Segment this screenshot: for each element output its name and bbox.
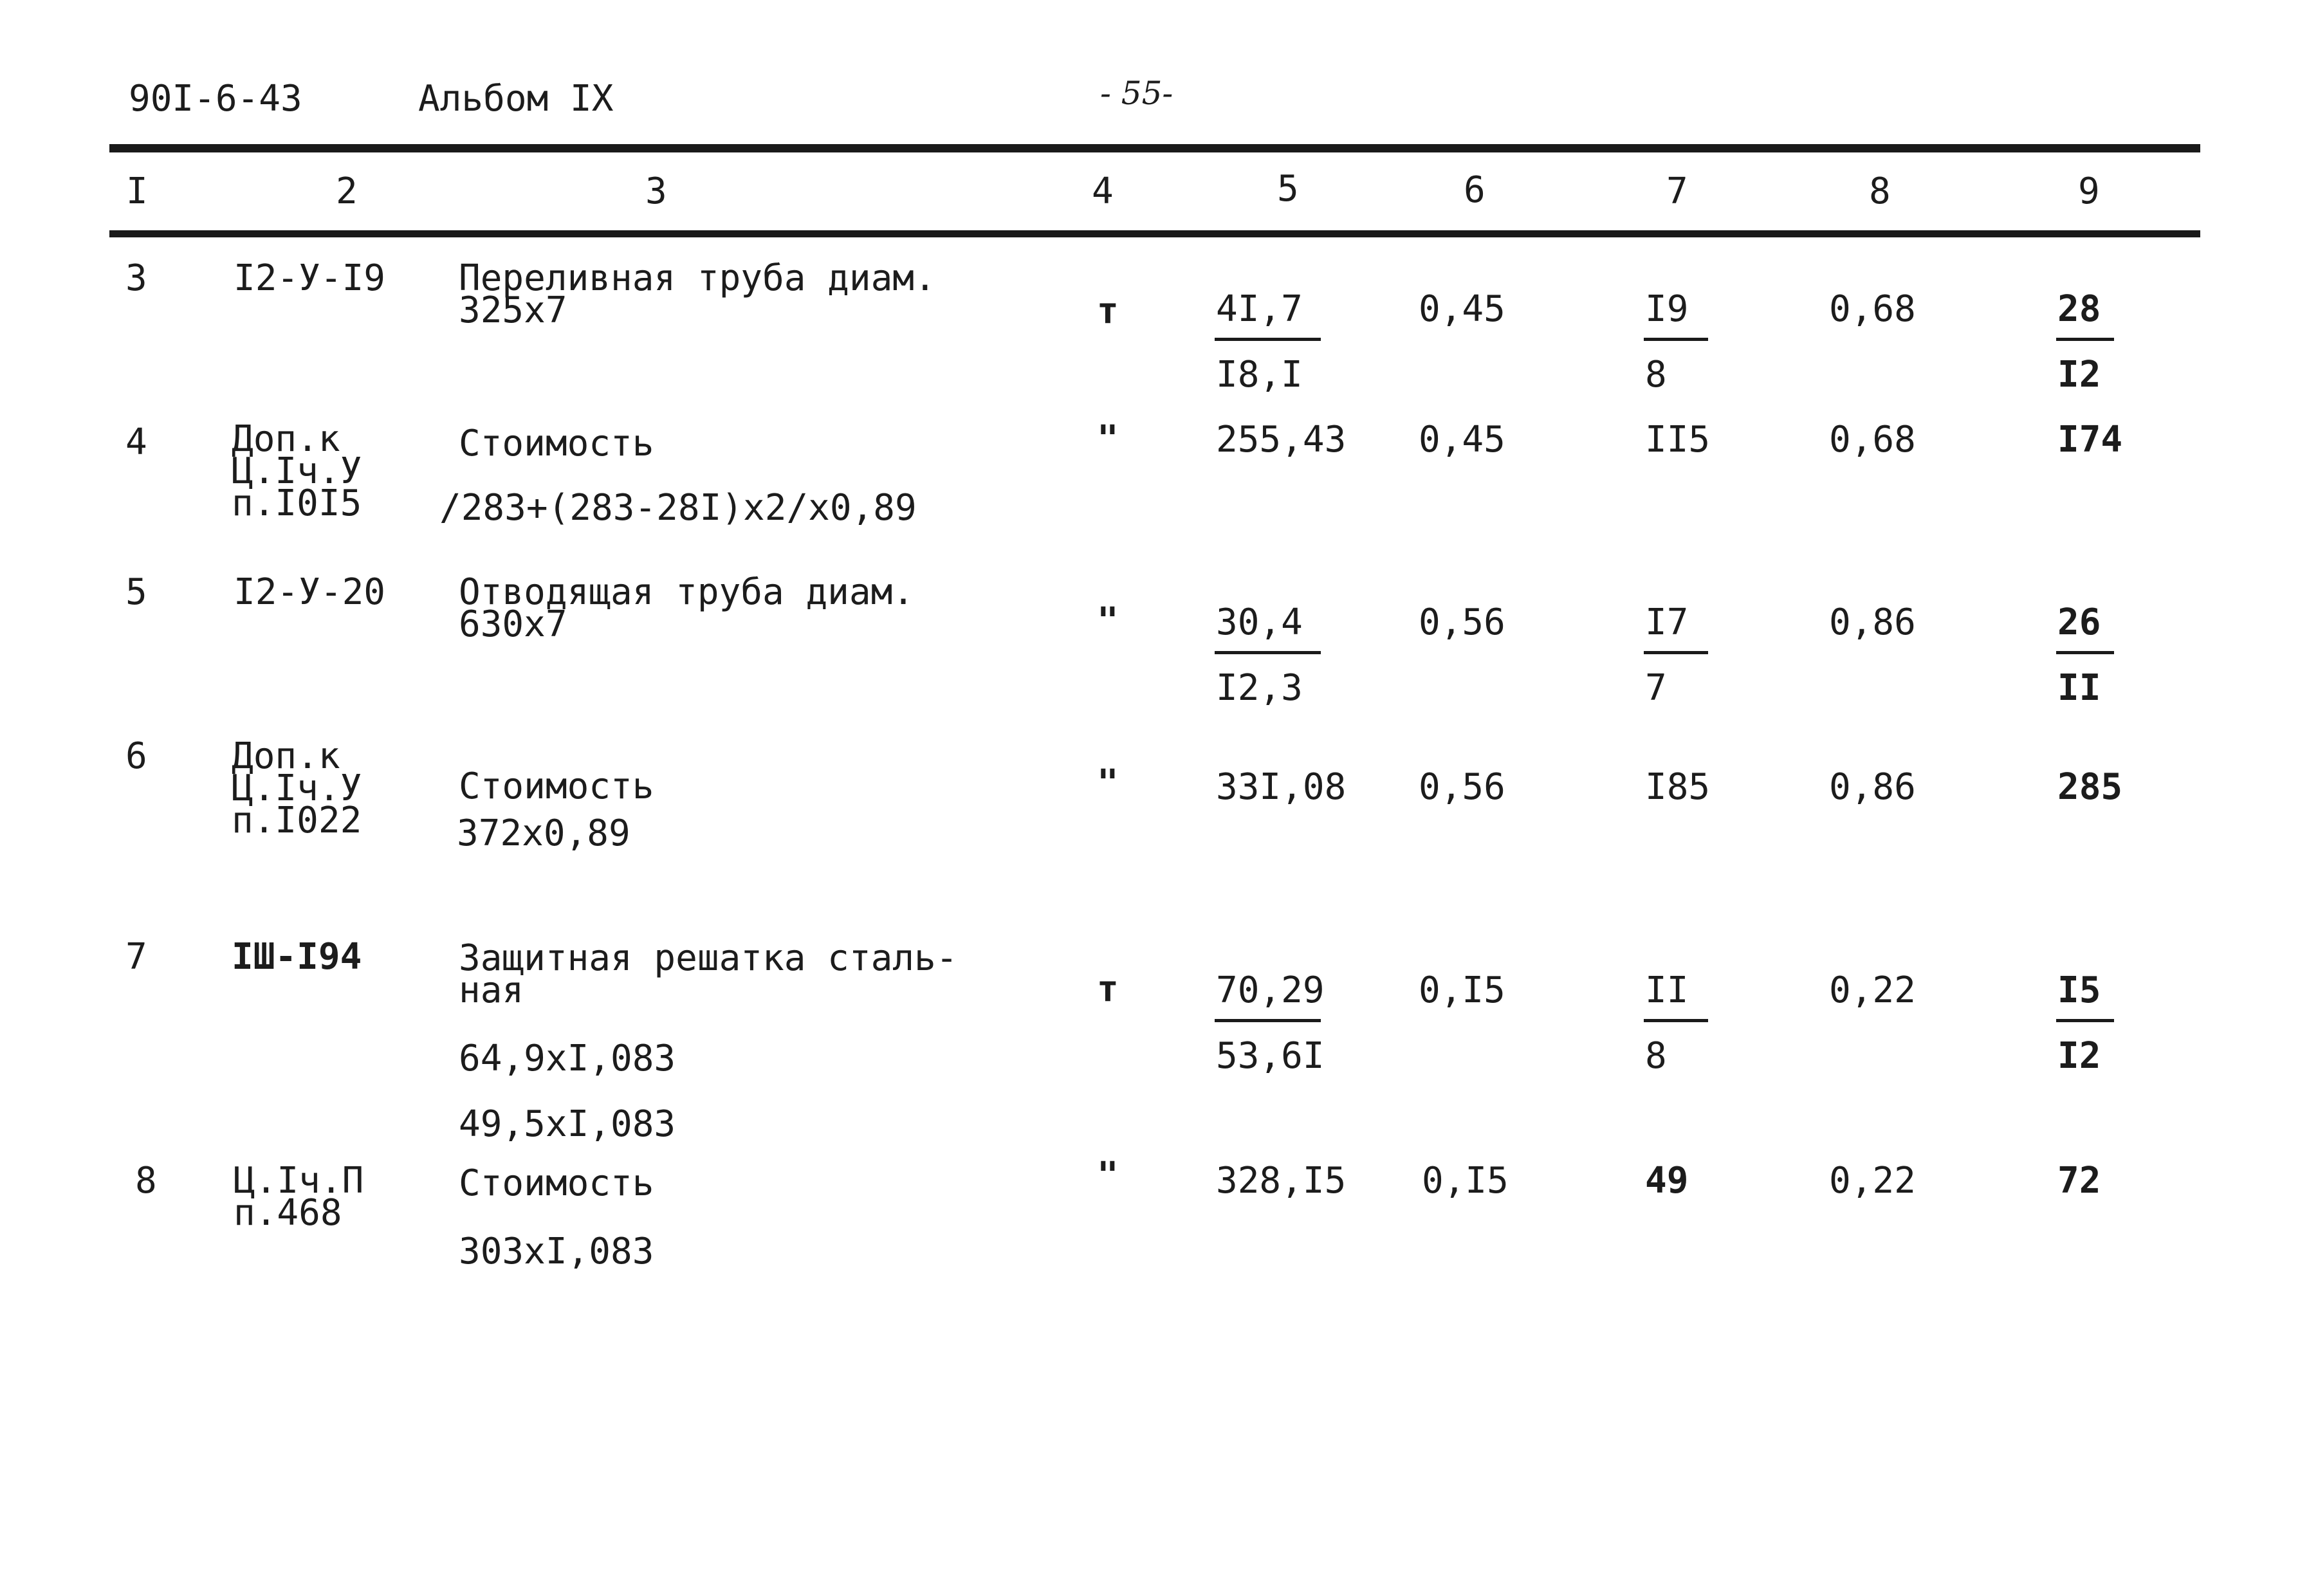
cost-total-value: 4I,7 [1216,288,1303,330]
fraction-bar [1215,338,1321,341]
coefficient-value: 0,45 [1419,419,1505,461]
cost-total-value: 33I,08 [1216,766,1347,808]
cost-total-value: 255,43 [1216,419,1347,461]
row-code: п.I0I5 [232,482,362,524]
row-unit: т [1097,290,1119,332]
row-description: ная [459,969,524,1011]
fraction-bar [2056,338,2114,341]
column-header: 3 [645,170,667,212]
row-number: 7 [125,936,147,978]
row-code: Доп.к [232,735,340,777]
index-value: 0,22 [1829,969,1916,1011]
column-header: 5 [1277,168,1299,210]
row-code: IШ-I94 [232,936,362,978]
cost-total-value: 30,4 [1216,601,1303,643]
fraction-bar [1644,651,1708,654]
document-code: 90I-6-43 [129,78,302,120]
table-header-rule [109,230,2200,237]
row-description: Переливная труба диам. [459,257,936,299]
cost-total-value: 328,I5 [1216,1160,1347,1202]
column7-value: II5 [1645,419,1711,461]
index-value: 0,86 [1829,766,1916,808]
coefficient-value: 0,I5 [1419,969,1505,1011]
row-description: Защитная решатка сталь- [459,937,958,979]
column9-value: 28 [2057,288,2101,330]
page-number: - 55- [1100,75,1173,112]
cost-sub-value: 53,6I [1216,1035,1325,1077]
row-description: 325x7 [459,289,567,331]
index-value: 0,68 [1829,419,1916,461]
row-code: Доп.к [232,418,340,460]
column-header: 6 [1464,169,1486,211]
row-formula: 303xI,083 [459,1231,654,1272]
column9-value: 26 [2057,601,2101,643]
fraction-bar [1644,338,1708,341]
table-top-rule [109,144,2200,152]
column9-subvalue: I2 [2057,354,2101,396]
column7-value: I7 [1645,601,1689,643]
row-code: I2-У-20 [234,571,386,613]
column7-value: II [1645,969,1689,1011]
row-description: Стоимость [459,1162,654,1204]
column7-value: I9 [1645,288,1689,330]
row-number: 5 [125,571,147,613]
column-header: 2 [336,170,358,212]
row-code: п.I022 [232,800,362,841]
index-value: 0,22 [1829,1160,1916,1202]
row-description: Отводящая труба диам. [459,571,915,613]
row-formula: 64,9xI,083 [459,1038,676,1079]
fraction-bar [2056,651,2114,654]
cost-total-value: 70,29 [1216,969,1325,1011]
row-code: Ц.Iч.У [232,450,362,492]
column7-value: I85 [1645,766,1711,808]
coefficient-value: 0,56 [1419,766,1505,808]
fraction-bar [1644,1019,1708,1022]
row-formula: 372x0,89 [457,812,630,854]
column9-subvalue: II [2057,667,2101,709]
row-description: 630x7 [459,603,567,645]
column-header: 4 [1092,170,1114,212]
row-unit: " [1097,762,1119,804]
column-header: 7 [1666,170,1688,212]
column-header: I [126,170,148,212]
row-code: I2-У-I9 [234,257,386,299]
cost-sub-value: I2,3 [1216,667,1303,709]
fraction-bar [1215,1019,1321,1022]
column-header: 9 [2078,170,2100,212]
row-description: Стоимость [459,423,654,464]
column9-subvalue: I2 [2057,1035,2101,1077]
row-code: п.468 [234,1192,342,1234]
row-code: Ц.Iч.У [232,767,362,809]
row-unit: " [1097,600,1119,642]
row-description: Стоимость [459,766,654,807]
column7-subvalue: 7 [1645,667,1667,709]
row-formula: 49,5xI,083 [459,1103,676,1145]
cost-sub-value: I8,I [1216,354,1303,396]
coefficient-value: 0,I5 [1422,1160,1509,1202]
column9-value: 72 [2057,1160,2101,1202]
row-number: 4 [125,421,147,463]
column-header: 8 [1869,170,1891,212]
fraction-bar [1215,651,1321,654]
fraction-bar [2056,1019,2114,1022]
row-number: 6 [125,735,147,777]
column7-value: 49 [1645,1160,1689,1202]
coefficient-value: 0,45 [1419,288,1505,330]
row-unit: т [1097,968,1119,1010]
row-number: 3 [125,257,147,299]
index-value: 0,86 [1829,601,1916,643]
row-code: Ц.Iч.П [234,1160,364,1202]
coefficient-value: 0,56 [1419,601,1505,643]
column9-value: I5 [2057,969,2101,1011]
row-formula: /283+(283-28I)x2/x0,89 [439,487,917,529]
row-unit: " [1097,1155,1119,1197]
album-label: Альбом IX [418,78,614,120]
index-value: 0,68 [1829,288,1916,330]
column9-value: I74 [2057,419,2123,461]
row-number: 8 [135,1160,157,1202]
column7-subvalue: 8 [1645,354,1667,396]
column7-subvalue: 8 [1645,1035,1667,1077]
column9-value: 285 [2057,766,2123,808]
row-unit: " [1097,418,1119,460]
